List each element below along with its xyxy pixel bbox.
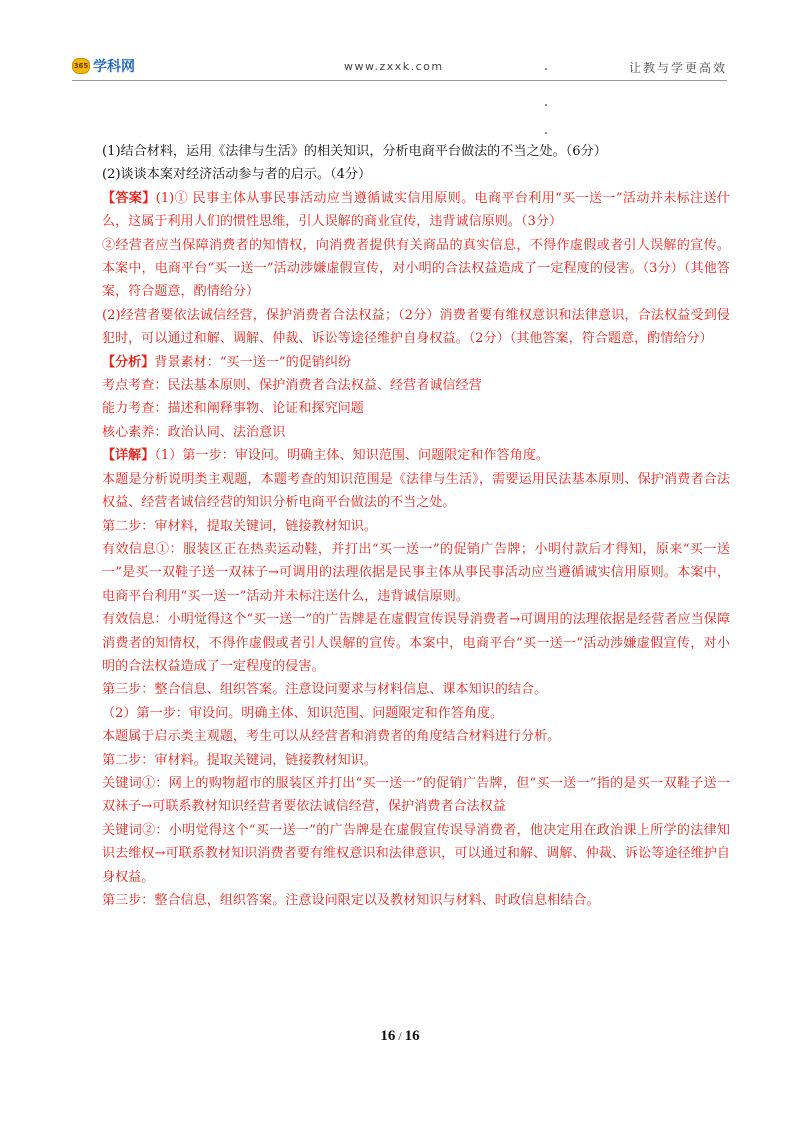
answer-part-1: 【答案】(1)① 民事主体从事民事活动应当遵循诚实信用原则。电商平台利用“买一送一”活动并未标注送什么，这属于利用人们的惯性思维，引人误解的商业宣传，违背诚信原则。（3分） xyxy=(102,190,730,230)
analysis-ability: 能力考查：描述和阐释事物、论证和探究问题 xyxy=(102,401,364,417)
page-total: 16 xyxy=(404,1028,420,1044)
logo xyxy=(72,56,135,76)
analysis-points: 考点考查：民法基本原则、保护消费者合法权益、经营者诚信经营 xyxy=(102,378,482,394)
detail-line: 有效信息①：服装区正在热卖运动鞋，并打出“买一送一”的促销广告牌；小明付款后才得知，原来“买一送一”是买一双鞋子送一双袜子→可调用的法理依据是民事主体从事民事活动应当遵循诚实信用原则。本案中，电商平台利用“买一送一”活动并未标注送什么，违背诚信原则。 xyxy=(102,541,730,604)
scan-dot xyxy=(545,104,547,106)
document-body xyxy=(102,140,730,912)
detail-line: 本题是分析说明类主观题，本题考查的知识范围是《法律与生活》，需要运用民法基本原则、保护消费者合法权益、经营者诚信经营的知识分析电商平台做法的不当之处。 xyxy=(102,471,730,511)
page-separator: / xyxy=(398,1029,402,1043)
detail-line: 有效信息：小明觉得这个“买一送一”的广告牌是在虚假宣传误导消费者→可调用的法理依据是经营者应当保障消费者的知情权，不得作虚假或者引人误解的宣传。本案中，电商平台“买一送一”活动涉嫌虚假宣传，对小明的合法权益造成了一定程度的侵害。 xyxy=(102,612,730,674)
page-number xyxy=(0,1028,800,1045)
detail-line: 第三步：整合信息、组织答案。注意设问要求与材料信息、课本知识的结合。 xyxy=(102,682,548,698)
detail-line: 关键词①：网上的购物超市的服装区并打出“买一送一”的促销广告牌，但“买一送一”指的是买一双鞋子送一双袜子→可联系教材知识经营者要依法诚信经营，保护消费者合法权益 xyxy=(102,775,730,815)
page-current: 16 xyxy=(380,1028,396,1044)
analysis-tag: 【分析】 xyxy=(102,354,155,370)
answer-part-2: ②经营者应当保障消费者的知情权，向消费者提供有关商品的真实信息，不得作虚假或者引人误解的宣传。本案中，电商平台“买一送一”活动涉嫌虚假宣传，对小明的合法权益造成了一定程度的侵害。（3分）（其他答案，符合题意，酌情给分） xyxy=(102,237,730,300)
analysis-background: 【分析】背景素材：“买一送一”的促销纠纷 xyxy=(102,354,352,370)
detail-line: （2）第一步：审设问。明确主体、知识范围、问题限定和作答角度。 xyxy=(102,705,504,721)
logo-badge-icon: 365 xyxy=(72,58,90,74)
detail-line: 关键词②：小明觉得这个“买一送一”的广告牌是在虚假宣传误导消费者，他决定用在政治课上所学的法律知识去维权→可联系教材知识消费者要有维权意识和法律意识，可以通过和解、调解、仲裁、诉讼等途径维护自身权益。 xyxy=(102,822,730,885)
analysis-literacy: 核心素养：政治认同、法治意识 xyxy=(102,424,286,440)
answer-tag: 【答案】 xyxy=(102,190,156,206)
header-slogan: 让教与学更高效 xyxy=(628,61,727,75)
scan-dot xyxy=(545,132,547,134)
detail-line: 本题属于启示类主观题，考生可以从经营者和消费者的角度结合材料进行分析。 xyxy=(102,729,561,745)
header-url: www.zxxk.com xyxy=(344,60,444,73)
scan-dot xyxy=(545,68,547,70)
detail-step-1: 【详解】（1）第一步：审设问。明确主体、知识范围、问题限定和作答角度。 xyxy=(102,448,549,464)
question-1: (1)结合材料，运用《法律与生活》的相关知识，分析电商平台做法的不当之处。（6分） xyxy=(102,144,607,159)
detail-line: 第二步：审材料。提取关键词，链接教材知识。 xyxy=(102,752,377,768)
answer-part-3: (2)经营者要依法诚信经营，保护消费者合法权益；（2分）消费者要有维权意识和法律意识，合法权益受到侵犯时，可以通过和解、调解、仲裁、诉讼等途径维护自身权益。（2分）（其他答案，符合题意，酌情给分） xyxy=(102,307,730,347)
detail-line: 第二步：审材料，提取关键词，链接教材知识。 xyxy=(102,518,377,534)
logo-text: 学科网 xyxy=(93,59,135,75)
detail-tag: 【详解】 xyxy=(102,448,155,464)
question-2: (2)谈谈本案对经济活动参与者的启示。（4分） xyxy=(102,167,372,183)
detail-line: 第三步：整合信息，组织答案。注意设问限定以及教材知识与材料、时政信息相结合。 xyxy=(102,893,600,908)
page-header xyxy=(72,52,727,81)
